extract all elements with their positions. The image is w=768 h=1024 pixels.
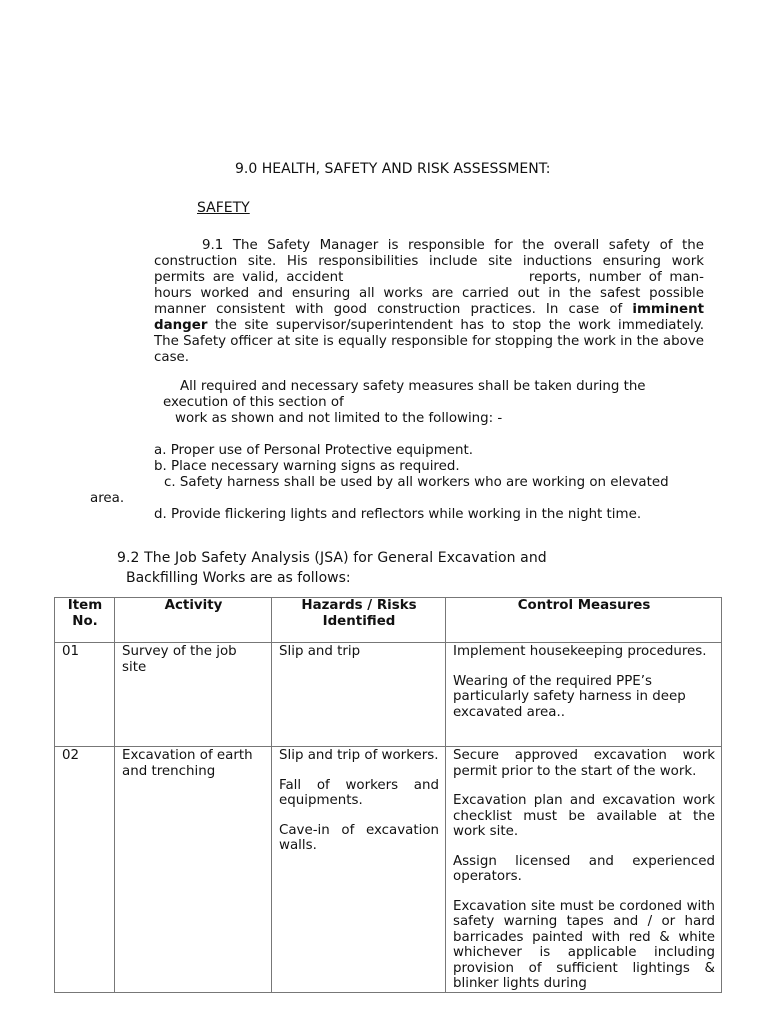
row-1-hazards bbox=[272, 643, 446, 747]
list-item-a: a. Proper use of Personal Protective equipment. bbox=[154, 443, 473, 458]
list-item-c: c. Safety harness shall be used by all workers who are working on elevated bbox=[164, 475, 669, 490]
row-1-controls bbox=[446, 643, 722, 747]
row-2-control-2: Excavation plan and excavation work checklist must be available at the work site. bbox=[453, 793, 715, 839]
row-2-hazard-2: Fall of workers and equipments. bbox=[279, 777, 439, 808]
p91-bold-text: imminent danger bbox=[154, 302, 705, 333]
measures-line-1: All required and necessary safety measures shall be taken during the bbox=[180, 379, 646, 394]
table-row bbox=[55, 643, 722, 747]
row-2-hazard-1: Slip and trip of workers. bbox=[279, 748, 439, 763]
row-2-hazard-3: Cave-in of excavation walls. bbox=[279, 822, 439, 853]
table-header-row bbox=[55, 598, 722, 643]
paragraph-9-1 bbox=[154, 238, 704, 366]
row-2-controls bbox=[446, 747, 722, 993]
row-1-item: 01 bbox=[55, 643, 115, 747]
jsa-heading-line-1: 9.2 The Job Safety Analysis (JSA) for General Excavation and bbox=[117, 550, 547, 566]
list-item-c-continued: area. bbox=[90, 491, 125, 506]
row-1-control-2: Wearing of the required PPE’s particularly safety harness in deep excavated area.. bbox=[453, 673, 686, 720]
p91-text-a: 9.1 The Safety Manager is responsible for the overall safety of the construction site. His responsibilities include site inductions ensuring work permits are valid, accident bbox=[154, 238, 704, 285]
row-2-control-1: Secure approved excavation work permit prior to the start of the work. bbox=[453, 748, 715, 779]
row-2-control-3: Assign licensed and experienced operators. bbox=[453, 853, 715, 884]
jsa-heading-line-2: Backfilling Works are as follows: bbox=[126, 570, 351, 586]
table-row bbox=[55, 747, 722, 993]
row-1-control-1: Implement housekeeping procedures. bbox=[453, 644, 707, 659]
list-item-b: b. Place necessary warning signs as required. bbox=[154, 459, 460, 474]
row-1-hazard-1: Slip and trip bbox=[279, 644, 361, 659]
measures-line-3: work as shown and not limited to the following: - bbox=[175, 411, 503, 426]
safety-subheading: SAFETY bbox=[197, 200, 250, 216]
p91-text-b: the site supervisor/superintendent has to stop the work immediately. The Safety officer at site is equally responsible for stopping the work in the above case. bbox=[154, 318, 704, 365]
list-item-d: d. Provide flickering lights and reflectors while working in the night time. bbox=[154, 507, 642, 522]
jsa-table bbox=[54, 597, 722, 993]
p91-text-gap: reports, number of man-hours worked and ensuring all works are carried out in the safest possible manner consistent with good construction practices. In case of bbox=[154, 270, 704, 317]
header-activity: Activity bbox=[115, 598, 272, 643]
measures-line-2: execution of this section of bbox=[163, 395, 344, 410]
header-item-no: Item No. bbox=[55, 598, 115, 643]
row-2-item: 02 bbox=[55, 747, 115, 993]
header-controls: Control Measures bbox=[446, 598, 722, 643]
section-heading: 9.0 HEALTH, SAFETY AND RISK ASSESSMENT: bbox=[235, 161, 551, 177]
row-2-hazards bbox=[272, 747, 446, 993]
row-2-activity: Excavation of earth and trenching bbox=[115, 747, 272, 993]
row-1-activity: Survey of the job site bbox=[115, 643, 272, 747]
header-hazards: Hazards / Risks Identified bbox=[272, 598, 446, 643]
row-2-control-4: Excavation site must be cordoned with safety warning tapes and / or hard barricades painted with red & white whichever is applicable including provision of sufficient lightings & blinker lights during bbox=[453, 898, 715, 991]
